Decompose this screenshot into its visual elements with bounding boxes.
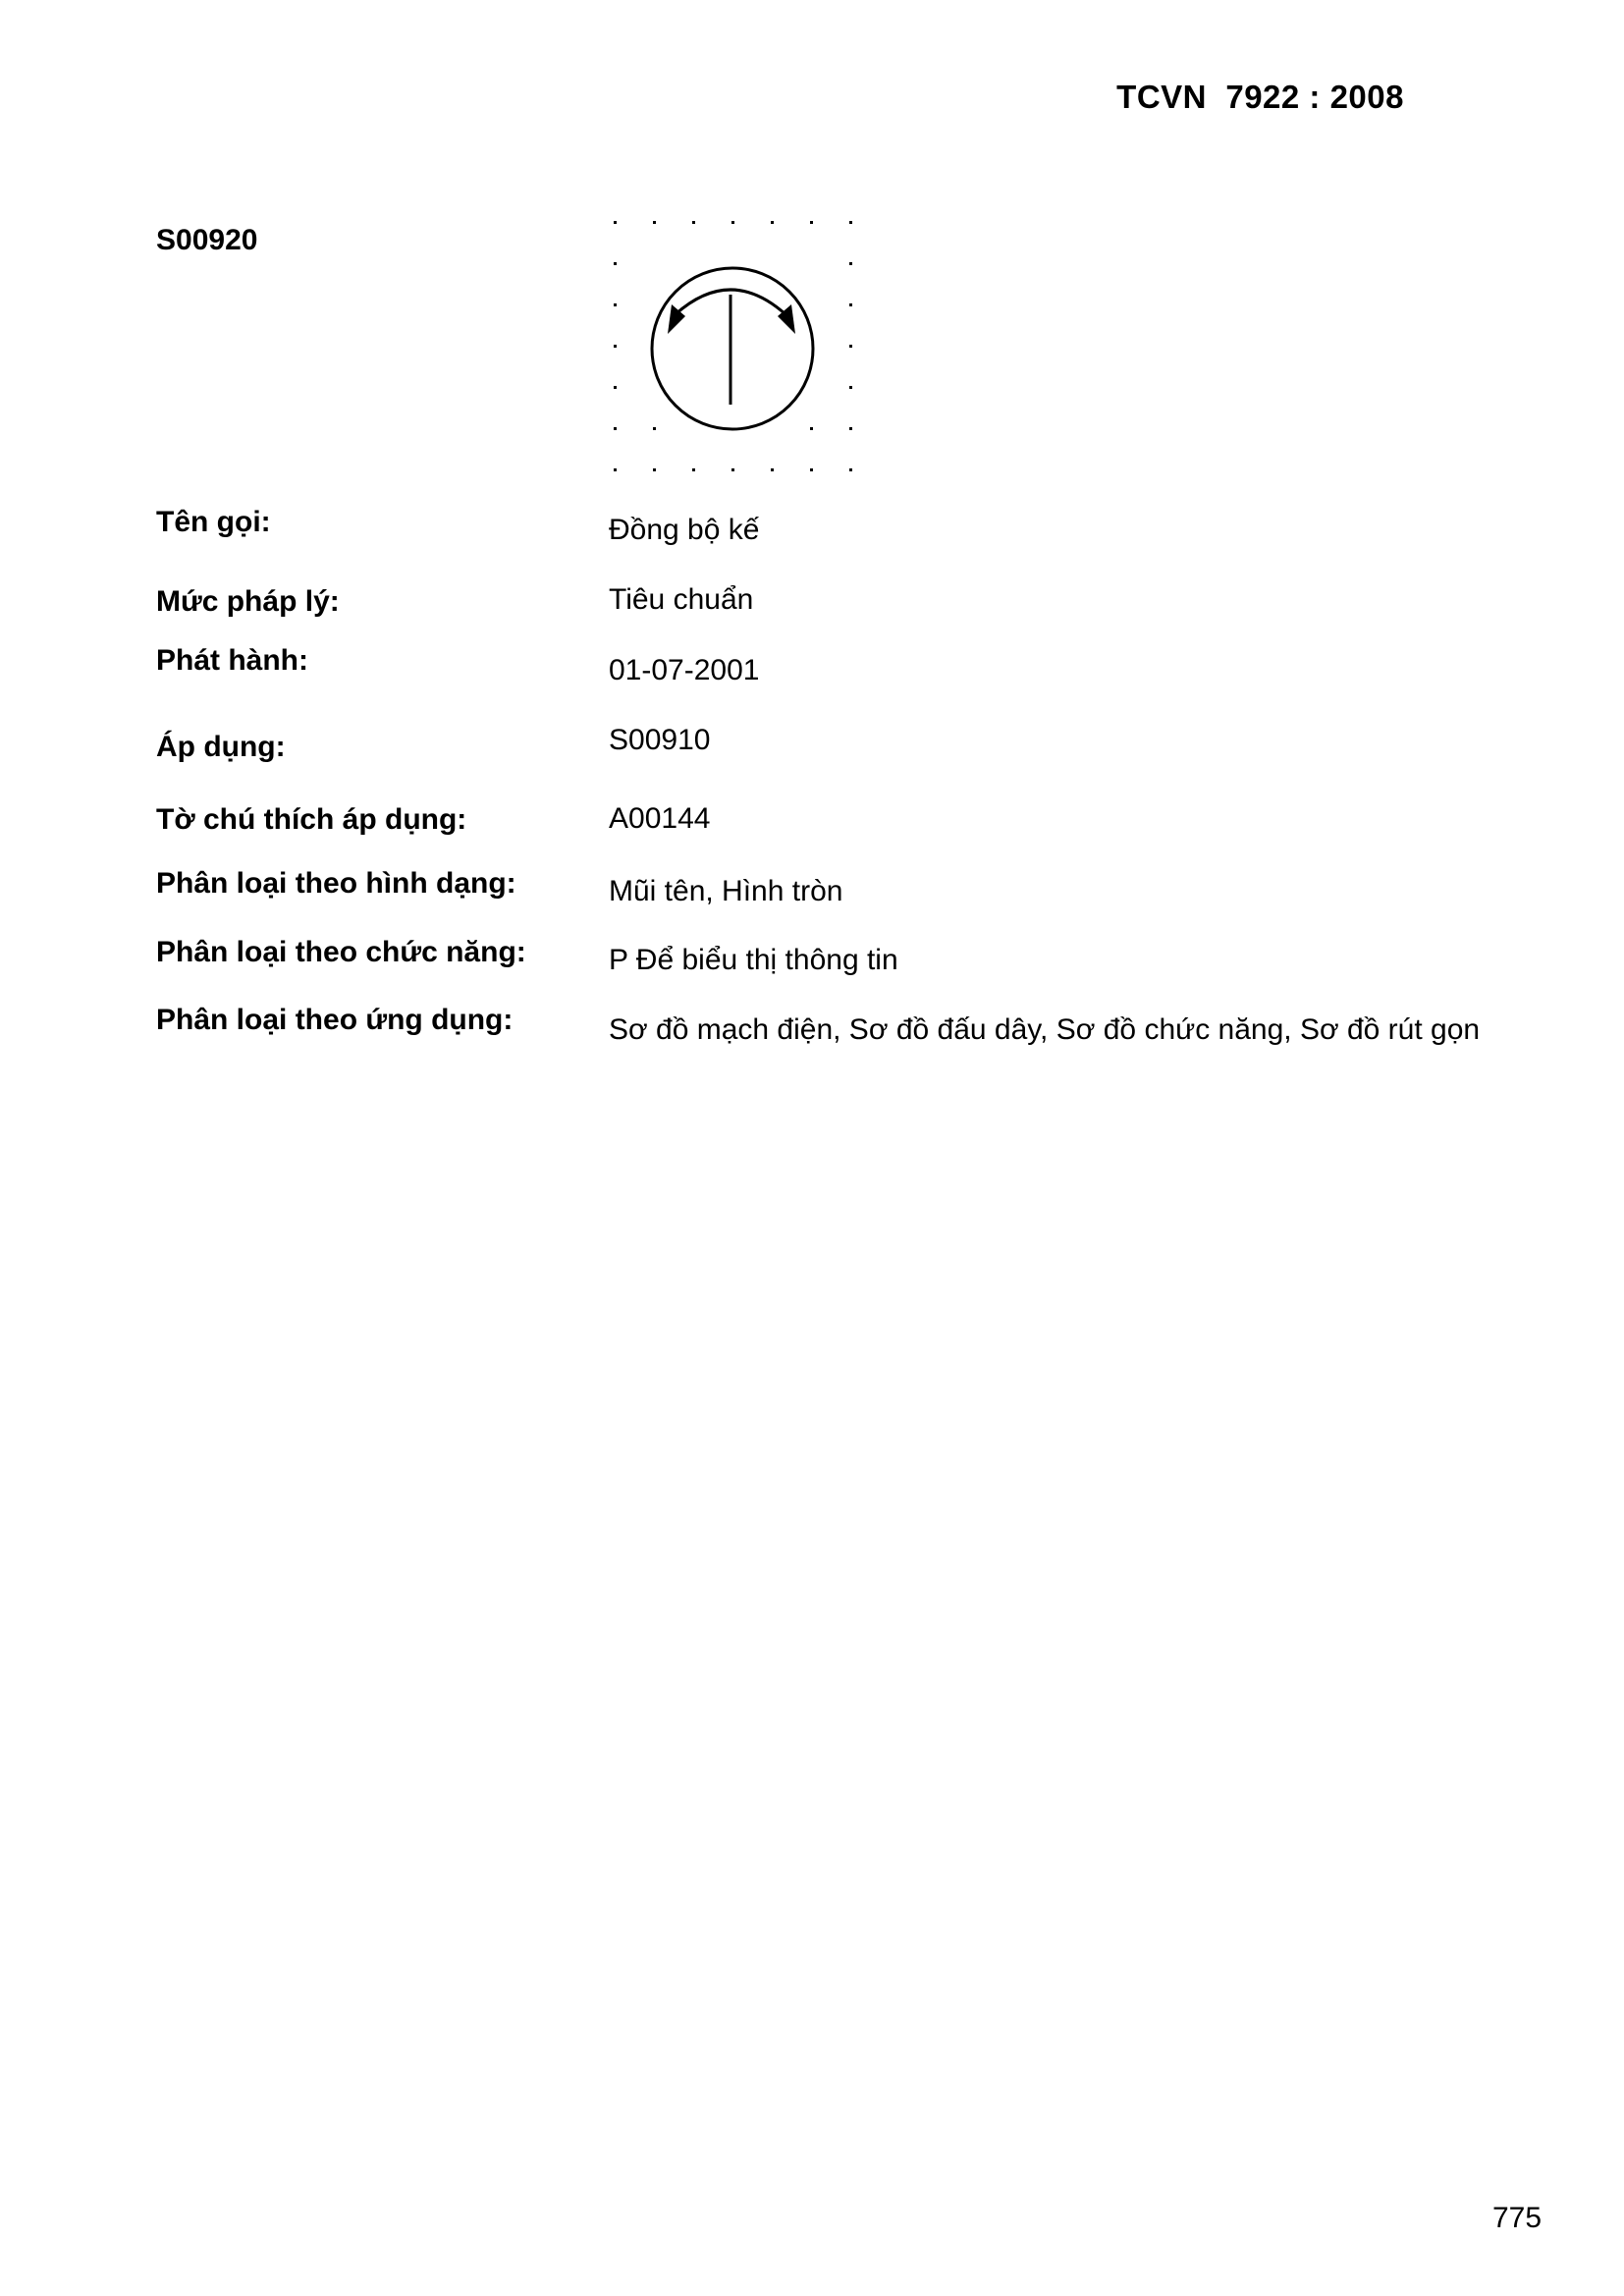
grid-dots <box>614 221 852 471</box>
value-shape-class: Mũi tên, Hình tròn <box>609 875 843 907</box>
label-function-class: Phân loại theo chức năng: <box>156 936 526 968</box>
value-name: Đồng bộ kế <box>609 514 760 546</box>
label-name: Tên gọi: <box>156 506 271 538</box>
value-applies: S00910 <box>609 724 711 756</box>
label-legal-level: Mức pháp lý: <box>156 585 340 618</box>
label-application-class: Phân loại theo ứng dụng: <box>156 1004 514 1036</box>
value-issued: 01-07-2001 <box>609 654 760 686</box>
page-number: 775 <box>1492 2202 1543 2234</box>
synchroscope-symbol-icon <box>599 206 874 481</box>
value-annotation-sheet: A00144 <box>609 802 711 835</box>
label-shape-class: Phân loại theo hình dạng: <box>156 867 516 900</box>
standard-code: TCVN 7922 : 2008 <box>1116 79 1404 115</box>
value-function-class: P Để biểu thị thông tin <box>609 944 898 976</box>
label-applies: Áp dụng: <box>156 731 286 763</box>
label-annotation-sheet: Tờ chú thích áp dụng: <box>156 803 467 836</box>
value-application-class: Sơ đồ mạch điện, Sơ đồ đấu dây, Sơ đồ chức năng, Sơ đồ rút gọn <box>609 1013 1481 1046</box>
value-legal-level: Tiêu chuẩn <box>609 583 754 616</box>
symbol-id: S00920 <box>156 224 258 256</box>
label-issued: Phát hành: <box>156 644 308 677</box>
